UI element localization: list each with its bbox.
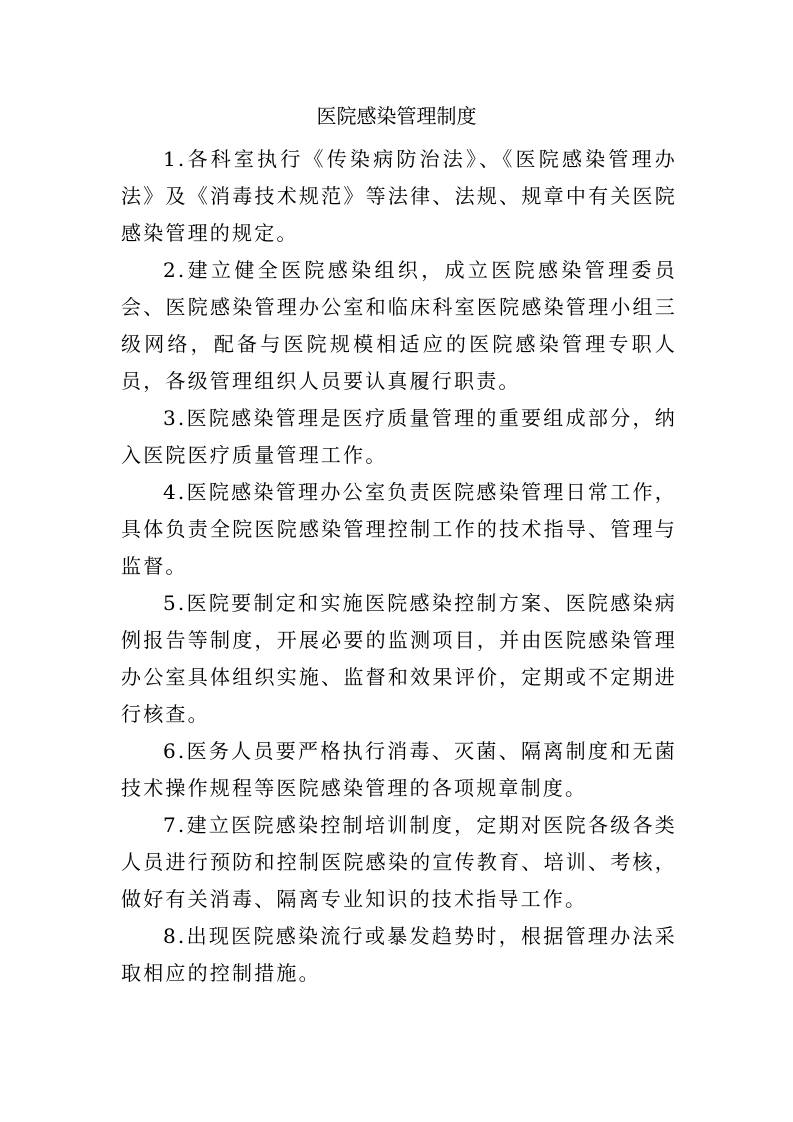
paragraph-8: 8.出现医院感染流行或暴发趋势时，根据管理办法采取相应的控制措施。 xyxy=(121,924,677,985)
paragraph-2: 2.建立健全医院感染组织，成立医院感染管理委员会、医院感染管理办公室和临床科室医院感染管理小组三级网络，配备与医院规模相适应的医院感染管理专职人员，各级管理组织人员要认真履行职责。 xyxy=(121,258,677,393)
paragraph-1: 1.各科室执行《传染病防治法》、《医院感染管理办法》及《消毒技术规范》等法律、法规、规章中有关医院感染管理的规定。 xyxy=(121,147,677,245)
paragraph-4: 4.医院感染管理办公室负责医院感染管理日常工作，具体负责全院医院感染管理控制工作的技术指导、管理与监督。 xyxy=(121,480,677,578)
paragraph-6: 6.医务人员要严格执行消毒、灭菌、隔离制度和无菌技术操作规程等医院感染管理的各项规章制度。 xyxy=(121,739,677,800)
document-body xyxy=(121,141,677,992)
paragraph-5: 5.医院要制定和实施医院感染控制方案、医院感染病例报告等制度，开展必要的监测项目，并由医院感染管理办公室具体组织实施、监督和效果评价，定期或不定期进行核查。 xyxy=(121,591,677,726)
document-title: 医院感染管理制度 xyxy=(316,104,477,128)
paragraph-7: 7.建立医院感染控制培训制度，定期对医院各级各类人员进行预防和控制医院感染的宣传教育、培训、考核，做好有关消毒、隔离专业知识的技术指导工作。 xyxy=(121,813,677,911)
paragraph-3: 3.医院感染管理是医疗质量管理的重要组成部分，纳入医院医疗质量管理工作。 xyxy=(121,406,677,467)
